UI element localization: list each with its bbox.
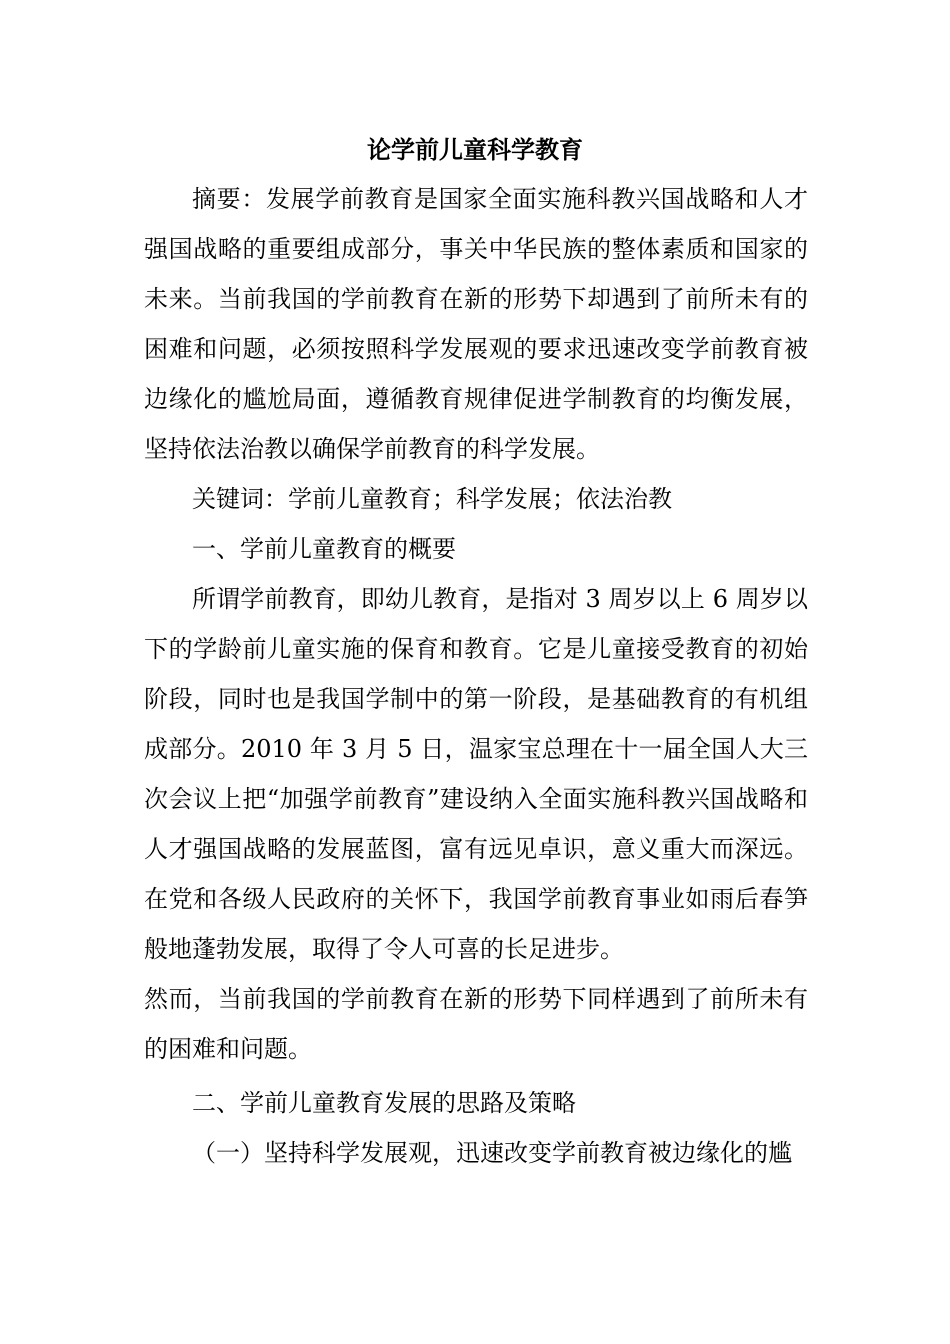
keywords-paragraph: 关键词：学前儿童教育；科学发展；依法治教 xyxy=(192,485,672,513)
document-body xyxy=(144,174,808,1178)
section-heading-2: 二、学前儿童教育发展的思路及策略 xyxy=(192,1089,576,1117)
abstract-paragraph: 摘要：发展学前教育是国家全面实施科教兴国战略和人才强国战略的重要组成部分，事关中华民族的整体素质和国家的未来。当前我国的学前教育在新的形势下却遇到了前所未有的困难和问题，必须按照科学发展观的要求迅速改变学前教育被边缘化的尴尬局面，遵循教育规律促进学制教育的均衡发展，坚持依法治教以确保学前教育的科学发展。 xyxy=(144,185,808,463)
section-heading-1: 一、学前儿童教育的概要 xyxy=(192,535,456,563)
document-title: 论学前儿童科学教育 xyxy=(367,135,583,164)
subsection-heading-1: （一）坚持科学发展观，迅速改变学前教育被边缘化的尴 xyxy=(192,1139,792,1167)
body-paragraph: 所谓学前教育，即幼儿教育，是指对 3 周岁以上 6 周岁以下的学龄前儿童实施的保育和教育。它是儿童接受教育的初始阶段，同时也是我国学制中的第一阶段，是基础教育的有机组成部分。2010 年 3 月 5 日，温家宝总理在十一届全国人大三次会议上把“加强学前教育”建设纳入全面实施科教兴国战略和人才强国战略的发展蓝图，富有远见卓识，意义重大而深远。在党和各级人民政府的关怀下，我国学前教育事业如雨后春笋般地蓬勃发展，取得了令人可喜的长足进步。 xyxy=(144,585,808,963)
body-paragraph-unindented: 然而，当前我国的学前教育在新的形势下同样遇到了前所未有的困难和问题。 xyxy=(144,985,808,1063)
